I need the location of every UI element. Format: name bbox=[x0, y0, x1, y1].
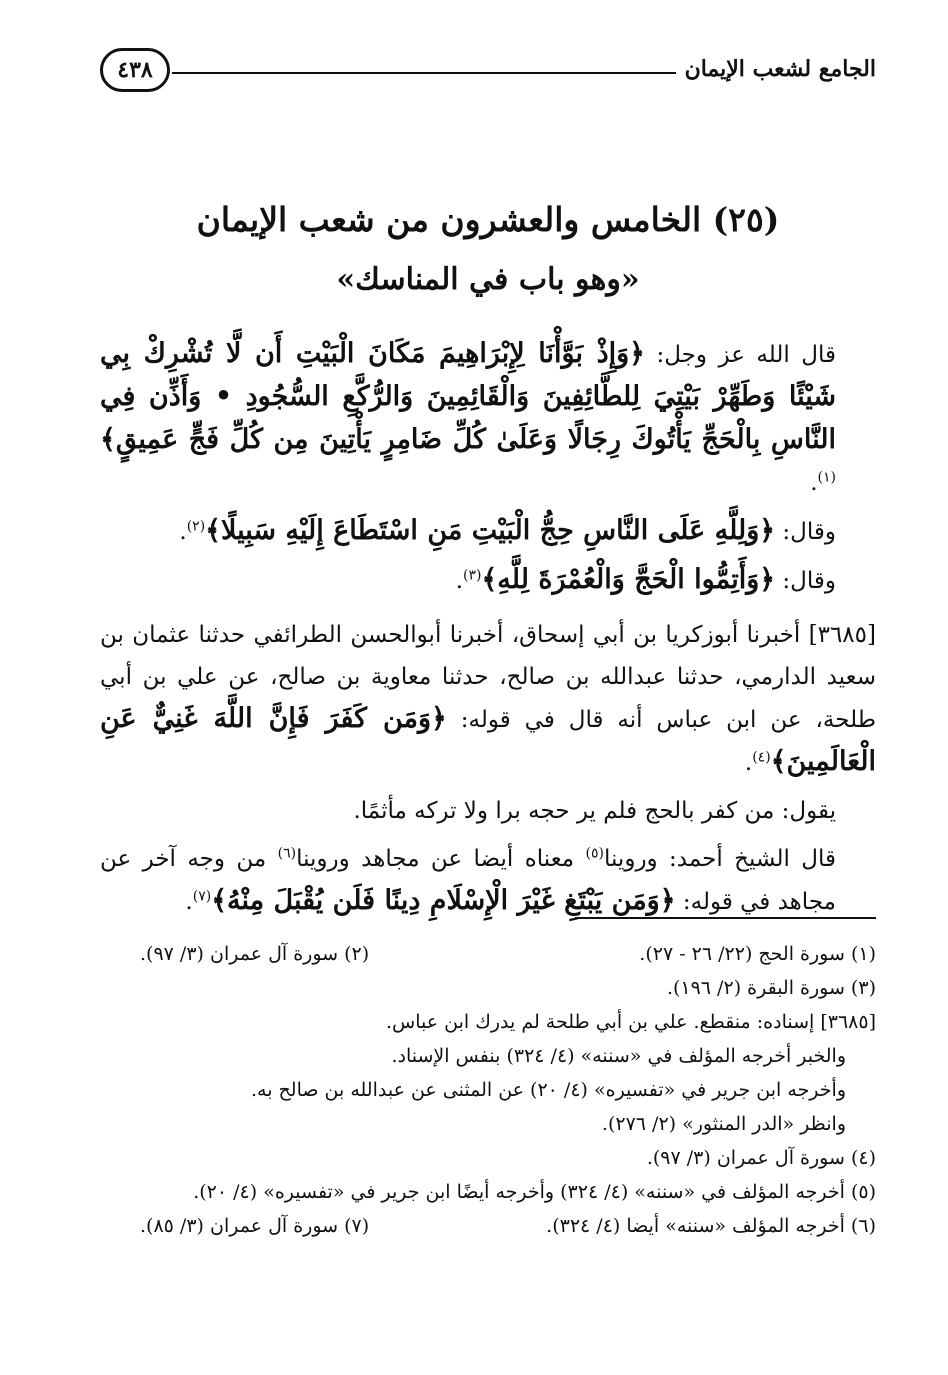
hadith-chain: [٣٦٨٥] أخبرنا أبوزكريا بن أبي إسحاق، أخبرنا أبوالحسن الطرائفي حدثنا عثمان بن سعيد الدارمي، حدثنا عبدالله بن صالح، حدثنا معاوية بن صالح، عن علي بن أبي طلحة، عن ابن عباس أنه قال في قوله: bbox=[100, 622, 876, 733]
paragraph-verses-3 bbox=[100, 559, 876, 602]
sheikh-text-c: من وجه آخر عن مجاهد في قوله: bbox=[100, 846, 836, 915]
paragraph-intro: قال الله عز وجل: bbox=[645, 342, 836, 368]
footnote-6: (٦) أخرجه المؤلف «سننه» أيضا (٤/ ٣٢٤). bbox=[546, 1215, 876, 1237]
footnote-row bbox=[100, 971, 876, 1005]
footnote-2: (٢) سورة آل عمران (٣/ ٩٧). bbox=[140, 943, 370, 965]
header-rule bbox=[172, 72, 676, 74]
footnote-4: (٤) سورة آل عمران (٣/ ٩٧). bbox=[646, 1147, 876, 1169]
footnote-row bbox=[100, 1039, 876, 1073]
footnote-3685-c: وأخرجه ابن جرير في «تفسيره» (٤/ ٢٠) عن المثنى عن عبدالله بن صالح به. bbox=[250, 1079, 846, 1101]
paragraph-commentary bbox=[100, 790, 876, 832]
paragraph-end: . bbox=[744, 750, 753, 776]
footnote-3685-d: وانظر «الدر المنثور» (٢/ ٢٧٦). bbox=[601, 1113, 846, 1135]
running-header bbox=[100, 42, 876, 102]
page-number-badge: ٤٣٨ bbox=[100, 48, 170, 92]
footnote-row bbox=[100, 1175, 876, 1209]
commentary-text: يقول: من كفر بالحج فلم ير حجه برا ولا تركه مأثمًا. bbox=[353, 798, 836, 824]
footnote-row bbox=[100, 1073, 876, 1107]
footnotes bbox=[100, 937, 876, 1243]
chapter-subtitle: «وهو باب في المناسك» bbox=[336, 262, 640, 297]
footnote-marker: (٤) bbox=[752, 749, 771, 766]
footnote-marker: (٧) bbox=[192, 888, 212, 905]
footnote-marker: (٦) bbox=[277, 845, 297, 862]
footnote-marker: (٢) bbox=[186, 518, 206, 535]
paragraph-end: . bbox=[455, 568, 464, 594]
footnote-3: (٣) سورة البقرة (٢/ ١٩٦). bbox=[666, 977, 876, 999]
main-text bbox=[100, 333, 876, 923]
footnote-5: (٥) أخرجه المؤلف في «سننه» (٤/ ٣٢٤) وأخرجه أيضًا ابن جرير في «تفسيره» (٤/ ٢٠). bbox=[193, 1181, 876, 1203]
footnote-3685-a: [٣٦٨٥] إسناده: منقطع. علي بن أبي طلحة لم يدرك ابن عباس. bbox=[386, 1011, 876, 1033]
quran-verse: ﴿وَلِلَّهِ عَلَى النَّاسِ حِجُّ الْبَيْتِ مَنِ اسْتَطَاعَ إِلَيْهِ سَبِيلًا﴾ bbox=[205, 515, 776, 546]
paragraph-hadith-3685 bbox=[100, 614, 876, 784]
paragraph-sheikh-ahmad bbox=[100, 838, 876, 923]
quran-verse: ﴿وَإِذْ بَوَّأْنَا لِإِبْرَاهِيمَ مَكَانَ الْبَيْتِ أَن لَّا تُشْرِكْ بِي شَيْئًا وَطَهِّرْ بَيْتِيَ لِلطَّائِفِينَ وَالْقَائِمِينَ وَالرُّكَّعِ السُّجُودِ • وَأَذِّن فِي النَّاسِ بِالْحَجِّ يَأْتُوكَ رِجَالًا وَعَلَىٰ كُلِّ ضَامِرٍ يَأْتِينَ مِن كُلِّ فَجٍّ عَمِيقٍ﴾ bbox=[100, 338, 836, 455]
footnote-separator bbox=[575, 917, 876, 919]
footnote-7: (٧) سورة آل عمران (٣/ ٨٥). bbox=[140, 1215, 370, 1237]
paragraph-verses-1 bbox=[100, 333, 876, 504]
footnote-marker: (٣) bbox=[463, 567, 482, 584]
paragraph-end: . bbox=[179, 519, 187, 545]
footnote-row bbox=[100, 1209, 876, 1243]
paragraph-intro: وقال: bbox=[775, 519, 836, 545]
paragraph-end: . bbox=[810, 470, 818, 496]
quran-verse: ﴿وَمَن يَبْتَغِ غَيْرَ الْإِسْلَامِ دِينًا فَلَن يُقْبَلَ مِنْهُ﴾ bbox=[211, 885, 676, 916]
quran-verse: ﴿وَمَن كَفَرَ فَإِنَّ اللَّهَ غَنِيٌّ عَنِ الْعَالَمِينَ﴾ bbox=[100, 703, 876, 777]
footnote-row bbox=[100, 937, 876, 971]
paragraph-intro: وقال: bbox=[775, 568, 836, 594]
footnote-row bbox=[100, 1141, 876, 1175]
sheikh-text-b: معناه أيضا عن مجاهد وروينا bbox=[296, 846, 586, 872]
paragraph-verses-2 bbox=[100, 510, 876, 553]
footnote-3685-b: والخبر أخرجه المؤلف في «سننه» (٤/ ٣٢٤) بنفس الإسناد. bbox=[391, 1045, 846, 1067]
footnote-row bbox=[100, 1107, 876, 1141]
running-title: الجامع لشعب الإيمان bbox=[684, 56, 876, 82]
footnote-row bbox=[100, 1005, 876, 1039]
sheikh-text-a: قال الشيخ أحمد: وروينا bbox=[603, 846, 836, 872]
quran-verse: ﴿وَأَتِمُّوا الْحَجَّ وَالْعُمْرَةَ لِلَّهِ﴾ bbox=[481, 564, 776, 595]
footnote-1: (١) سورة الحج (٢٢/ ٢٦ - ٢٧). bbox=[639, 943, 876, 965]
chapter-title: (٢٥) الخامس والعشرون من شعب الإيمان bbox=[196, 200, 780, 239]
paragraph-end: . bbox=[185, 889, 193, 915]
footnote-marker: (١) bbox=[817, 469, 836, 486]
footnote-marker: (٥) bbox=[585, 845, 604, 862]
